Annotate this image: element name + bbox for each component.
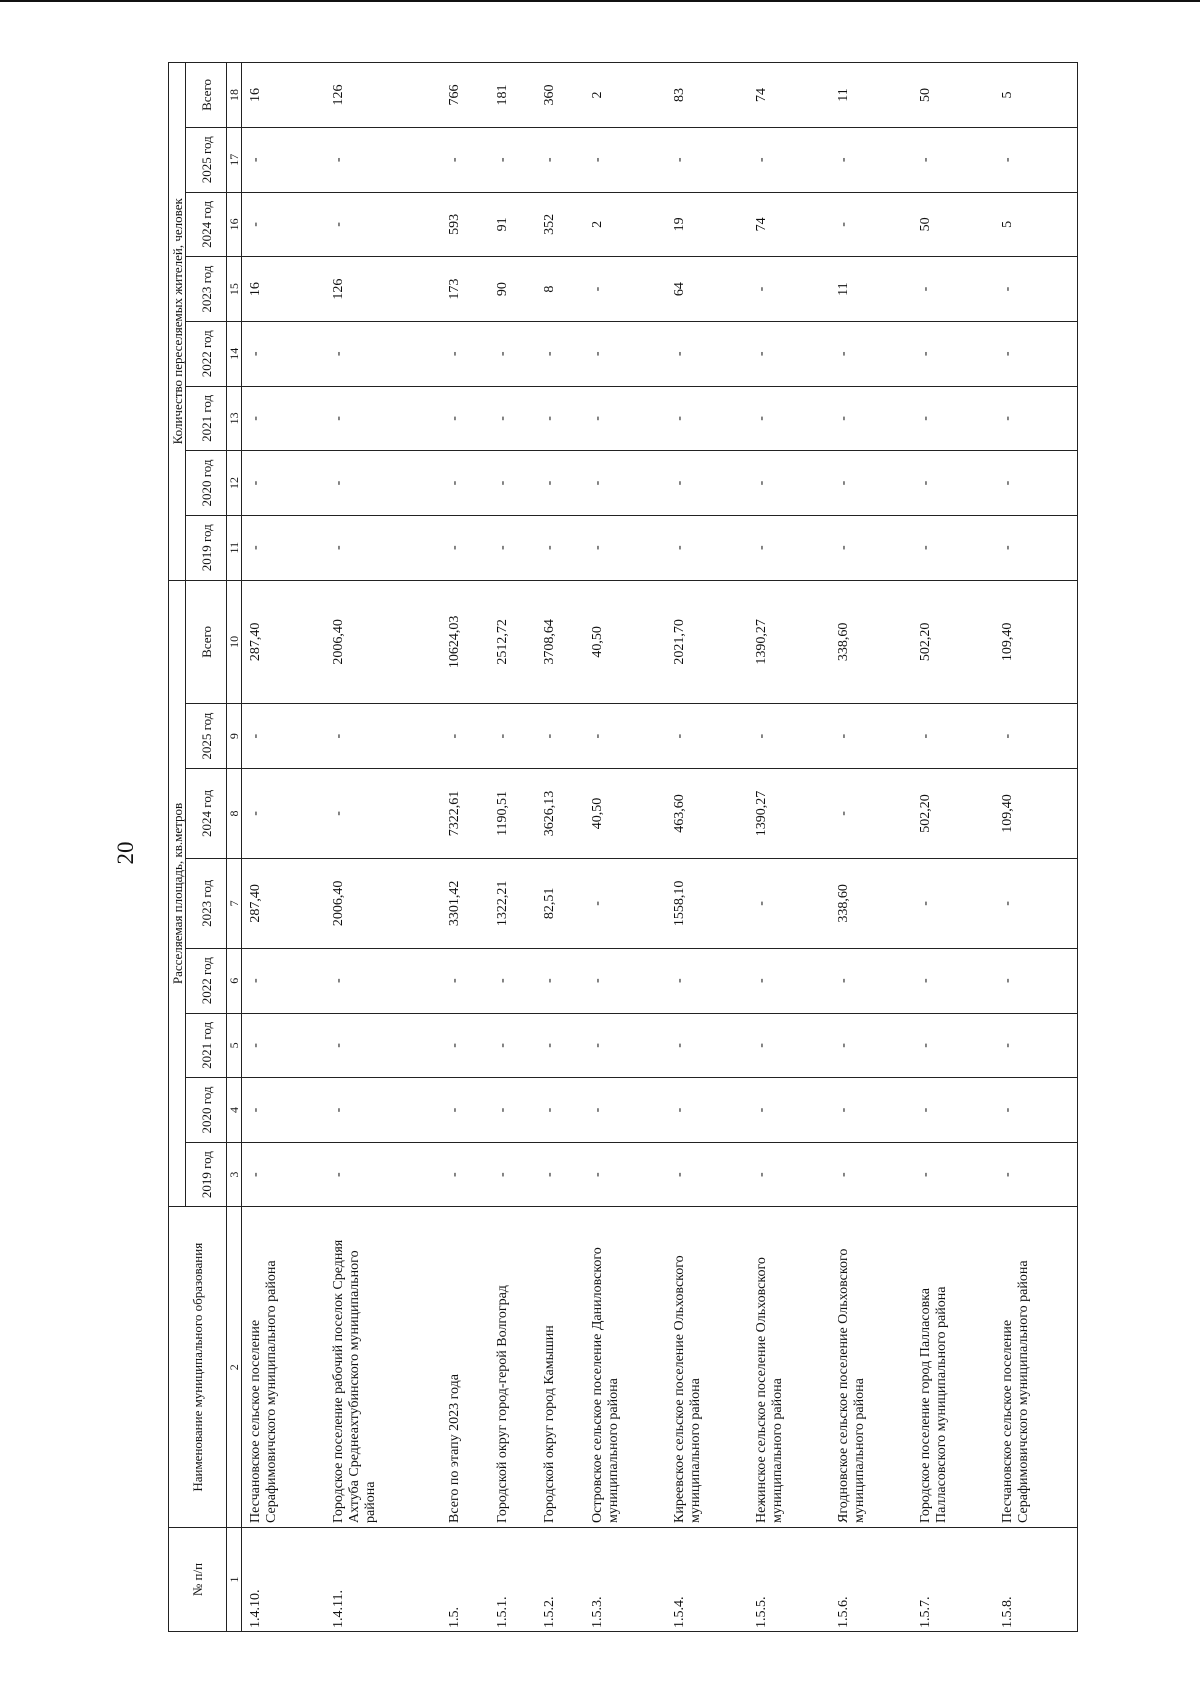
area-cell: 3626,13: [536, 768, 584, 858]
area-cell: -: [536, 948, 584, 1013]
area-cell: -: [666, 948, 748, 1013]
area-cell: 463,60: [666, 768, 748, 858]
area-cell: 2006,40: [325, 858, 442, 948]
area-cell: -: [748, 1142, 830, 1207]
municipality-name: Киреевское сельское поселение Ольховского муниципального района: [666, 1207, 748, 1528]
header-area-group: Расселяемая площадь, кв.метров: [169, 580, 186, 1207]
area-cell: -: [830, 1013, 912, 1078]
municipality-name: Городское поселение город Палласовка Палласовского муниципального района: [912, 1207, 994, 1528]
residents-cell: -: [242, 451, 325, 516]
area-cell: -: [441, 1013, 489, 1078]
column-number: 3: [227, 1142, 242, 1207]
residents-cell: 5: [994, 63, 1077, 128]
residents-cell: 360: [536, 63, 584, 128]
residents-cell: -: [666, 386, 748, 451]
residents-cell: -: [666, 127, 748, 192]
residents-cell: -: [830, 127, 912, 192]
column-number: 16: [227, 192, 242, 257]
residents-cell: -: [994, 127, 1077, 192]
area-cell: -: [441, 704, 489, 769]
header-residents-total: Всего: [186, 63, 227, 128]
area-cell: -: [242, 1142, 325, 1207]
residents-cell: -: [536, 515, 584, 580]
column-number: 9: [227, 704, 242, 769]
area-cell: -: [830, 948, 912, 1013]
column-number: 7: [227, 858, 242, 948]
residents-cell: 11: [830, 63, 912, 128]
column-number: 18: [227, 63, 242, 128]
residents-cell: -: [912, 321, 994, 386]
residents-cell: 126: [325, 257, 442, 322]
area-cell: 338,60: [830, 580, 912, 704]
area-cell: 2512,72: [489, 580, 537, 704]
header-name: Наименование муниципального образования: [169, 1207, 227, 1528]
residents-cell: 50: [912, 63, 994, 128]
row-number: 1.5.6.: [830, 1527, 912, 1631]
header-area-year-5: 2024 год: [186, 768, 227, 858]
area-cell: -: [536, 1013, 584, 1078]
residents-cell: 91: [489, 192, 537, 257]
residents-cell: 352: [536, 192, 584, 257]
resettlement-table: [168, 62, 1078, 1632]
residents-cell: -: [994, 257, 1077, 322]
column-number: 14: [227, 321, 242, 386]
column-number: 2: [227, 1207, 242, 1528]
area-cell: 3708,64: [536, 580, 584, 704]
area-cell: -: [536, 1078, 584, 1143]
column-number: 5: [227, 1013, 242, 1078]
row-number: 1.5.5.: [748, 1527, 830, 1631]
header-residents-year-2: 2021 год: [186, 386, 227, 451]
area-cell: 338,60: [830, 858, 912, 948]
residents-cell: 126: [325, 63, 442, 128]
area-cell: -: [748, 1078, 830, 1143]
header-residents-year-3: 2022 год: [186, 321, 227, 386]
residents-cell: 11: [830, 257, 912, 322]
area-cell: -: [325, 1142, 442, 1207]
area-cell: 82,51: [536, 858, 584, 948]
residents-cell: 16: [242, 63, 325, 128]
row-number: 1.4.11.: [325, 1527, 442, 1631]
scan-top-edge: [0, 0, 1200, 2]
residents-cell: -: [748, 451, 830, 516]
municipality-name: Городской округ город Камышин: [536, 1207, 584, 1528]
residents-cell: -: [912, 257, 994, 322]
area-cell: -: [325, 768, 442, 858]
residents-cell: 64: [666, 257, 748, 322]
residents-cell: -: [325, 515, 442, 580]
area-cell: -: [830, 1142, 912, 1207]
area-cell: -: [666, 1013, 748, 1078]
residents-cell: -: [584, 451, 666, 516]
column-number: 4: [227, 1078, 242, 1143]
table-row: [666, 63, 748, 1632]
residents-cell: 2: [584, 63, 666, 128]
column-number: 17: [227, 127, 242, 192]
residents-cell: -: [242, 386, 325, 451]
table-row: [242, 63, 325, 1632]
residents-cell: -: [536, 386, 584, 451]
area-cell: 502,20: [912, 768, 994, 858]
table-row: [912, 63, 994, 1632]
area-cell: 502,20: [912, 580, 994, 704]
area-cell: 40,50: [584, 768, 666, 858]
residents-cell: 50: [912, 192, 994, 257]
municipality-name: Ягодновское сельское поселение Ольховского муниципального района: [830, 1207, 912, 1528]
residents-cell: -: [584, 386, 666, 451]
area-cell: 2006,40: [325, 580, 442, 704]
header-area-year-4: 2023 год: [186, 858, 227, 948]
area-cell: -: [242, 768, 325, 858]
area-cell: -: [912, 1013, 994, 1078]
municipality-name: Всего по этапу 2023 года: [441, 1207, 489, 1528]
area-cell: 7322,61: [441, 768, 489, 858]
area-cell: -: [584, 948, 666, 1013]
table-row: [489, 63, 537, 1632]
area-cell: -: [912, 858, 994, 948]
row-number: 1.5.: [441, 1527, 489, 1631]
table-body: [242, 63, 1078, 1632]
municipality-name: Городское поселение рабочий поселок Средняя Ахтуба Среднеахтубинского муниципального района: [325, 1207, 442, 1528]
area-cell: -: [830, 768, 912, 858]
column-number: 10: [227, 580, 242, 704]
header-residents-year-5: 2024 год: [186, 192, 227, 257]
area-cell: 1390,27: [748, 580, 830, 704]
residents-cell: -: [242, 127, 325, 192]
residents-cell: 5: [994, 192, 1077, 257]
area-cell: -: [994, 858, 1077, 948]
area-cell: -: [489, 1078, 537, 1143]
residents-cell: -: [666, 321, 748, 386]
residents-cell: -: [912, 127, 994, 192]
residents-cell: -: [994, 515, 1077, 580]
residents-cell: -: [242, 192, 325, 257]
residents-cell: 8: [536, 257, 584, 322]
residents-cell: -: [441, 127, 489, 192]
residents-cell: -: [830, 451, 912, 516]
area-cell: -: [994, 704, 1077, 769]
column-number: 8: [227, 768, 242, 858]
area-cell: -: [830, 1078, 912, 1143]
header-residents-year-1: 2020 год: [186, 451, 227, 516]
table-header: [169, 63, 242, 1632]
residents-cell: -: [489, 321, 537, 386]
area-cell: -: [489, 704, 537, 769]
municipality-name: Песчановское сельское поселение Серафимовичского муниципального района: [242, 1207, 325, 1528]
area-cell: -: [666, 704, 748, 769]
municipality-name: Городской округ город-герой Волгоград: [489, 1207, 537, 1528]
residents-cell: -: [441, 451, 489, 516]
area-cell: 2021,70: [666, 580, 748, 704]
residents-cell: -: [994, 321, 1077, 386]
header-area-year-1: 2020 год: [186, 1078, 227, 1143]
area-cell: 1190,51: [489, 768, 537, 858]
table-row: [536, 63, 584, 1632]
residents-cell: -: [325, 451, 442, 516]
residents-cell: -: [830, 386, 912, 451]
residents-cell: 83: [666, 63, 748, 128]
header-area-total: Всего: [186, 580, 227, 704]
header-column-numbers-row: [227, 63, 242, 1632]
residents-cell: -: [325, 192, 442, 257]
header-area-year-6: 2025 год: [186, 704, 227, 769]
column-number: 6: [227, 948, 242, 1013]
area-cell: -: [666, 1142, 748, 1207]
header-residents-year-0: 2019 год: [186, 515, 227, 580]
area-cell: -: [666, 1078, 748, 1143]
residents-cell: -: [536, 451, 584, 516]
area-cell: -: [584, 1142, 666, 1207]
area-cell: 40,50: [584, 580, 666, 704]
area-cell: -: [912, 1142, 994, 1207]
table-row: [748, 63, 830, 1632]
residents-cell: -: [666, 515, 748, 580]
residents-cell: -: [584, 127, 666, 192]
residents-cell: -: [748, 321, 830, 386]
residents-cell: -: [489, 451, 537, 516]
row-number: 1.5.2.: [536, 1527, 584, 1631]
residents-cell: -: [325, 321, 442, 386]
area-cell: -: [489, 1013, 537, 1078]
area-cell: -: [325, 1078, 442, 1143]
table-row: [325, 63, 442, 1632]
table-row: [584, 63, 666, 1632]
residents-cell: 16: [242, 257, 325, 322]
area-cell: 287,40: [242, 580, 325, 704]
area-cell: -: [748, 948, 830, 1013]
column-number: 13: [227, 386, 242, 451]
area-cell: 1558,10: [666, 858, 748, 948]
row-number: 1.5.3.: [584, 1527, 666, 1631]
residents-cell: -: [489, 515, 537, 580]
header-area-year-3: 2022 год: [186, 948, 227, 1013]
residents-cell: 173: [441, 257, 489, 322]
residents-cell: -: [748, 257, 830, 322]
area-cell: -: [242, 1013, 325, 1078]
header-area-year-2: 2021 год: [186, 1013, 227, 1078]
residents-cell: -: [242, 321, 325, 386]
rotated-table-container: [168, 62, 1078, 1632]
residents-cell: -: [912, 451, 994, 516]
residents-cell: -: [994, 451, 1077, 516]
area-cell: 109,40: [994, 768, 1077, 858]
residents-cell: -: [830, 192, 912, 257]
area-cell: -: [584, 704, 666, 769]
table-row: [994, 63, 1077, 1632]
row-number: 1.5.1.: [489, 1527, 537, 1631]
residents-cell: 90: [489, 257, 537, 322]
header-residents-year-4: 2023 год: [186, 257, 227, 322]
residents-cell: 766: [441, 63, 489, 128]
area-cell: -: [489, 1142, 537, 1207]
area-cell: -: [242, 704, 325, 769]
municipality-name: Нежинское сельское поселение Ольховского муниципального района: [748, 1207, 830, 1528]
area-cell: 10624,03: [441, 580, 489, 704]
area-cell: -: [994, 1013, 1077, 1078]
row-number: 1.5.8.: [994, 1527, 1077, 1631]
residents-cell: 19: [666, 192, 748, 257]
header-residents-group: Количество переселяемых жителей, человек: [169, 63, 186, 581]
area-cell: -: [441, 1142, 489, 1207]
municipality-name: Островское сельское поселение Даниловского муниципального района: [584, 1207, 666, 1528]
area-cell: -: [830, 704, 912, 769]
residents-cell: 74: [748, 63, 830, 128]
column-number: 15: [227, 257, 242, 322]
page-number-text: 20: [113, 841, 138, 865]
residents-cell: -: [584, 321, 666, 386]
area-cell: -: [441, 1078, 489, 1143]
residents-cell: -: [584, 257, 666, 322]
row-number: 1.4.10.: [242, 1527, 325, 1631]
residents-cell: -: [584, 515, 666, 580]
header-area-year-0: 2019 год: [186, 1142, 227, 1207]
area-cell: -: [584, 1013, 666, 1078]
table-row: [441, 63, 489, 1632]
residents-cell: -: [325, 386, 442, 451]
area-cell: -: [325, 948, 442, 1013]
residents-cell: -: [489, 386, 537, 451]
area-cell: -: [748, 858, 830, 948]
residents-cell: -: [489, 127, 537, 192]
area-cell: -: [325, 1013, 442, 1078]
area-cell: -: [912, 1078, 994, 1143]
header-num: № п/п: [169, 1527, 227, 1631]
residents-cell: -: [912, 386, 994, 451]
area-cell: -: [912, 948, 994, 1013]
area-cell: -: [441, 948, 489, 1013]
residents-cell: -: [748, 386, 830, 451]
area-cell: -: [242, 1078, 325, 1143]
residents-cell: -: [994, 386, 1077, 451]
area-cell: -: [994, 948, 1077, 1013]
row-number: 1.5.4.: [666, 1527, 748, 1631]
residents-cell: 593: [441, 192, 489, 257]
area-cell: -: [584, 1078, 666, 1143]
area-cell: 3301,42: [441, 858, 489, 948]
header-residents-year-6: 2025 год: [186, 127, 227, 192]
residents-cell: 2: [584, 192, 666, 257]
area-cell: 287,40: [242, 858, 325, 948]
column-number: 11: [227, 515, 242, 580]
area-cell: -: [242, 948, 325, 1013]
residents-cell: -: [748, 127, 830, 192]
residents-cell: -: [242, 515, 325, 580]
residents-cell: 74: [748, 192, 830, 257]
row-number: 1.5.7.: [912, 1527, 994, 1631]
residents-cell: -: [536, 321, 584, 386]
area-cell: 109,40: [994, 580, 1077, 704]
residents-cell: 181: [489, 63, 537, 128]
residents-cell: -: [441, 386, 489, 451]
residents-cell: -: [830, 321, 912, 386]
area-cell: -: [325, 704, 442, 769]
area-cell: 1322,21: [489, 858, 537, 948]
area-cell: -: [748, 1013, 830, 1078]
area-cell: -: [489, 948, 537, 1013]
area-cell: -: [748, 704, 830, 769]
area-cell: -: [584, 858, 666, 948]
residents-cell: -: [441, 321, 489, 386]
table-row: [830, 63, 912, 1632]
area-cell: 1390,27: [748, 768, 830, 858]
area-cell: -: [994, 1142, 1077, 1207]
area-cell: -: [536, 1142, 584, 1207]
residents-cell: -: [666, 451, 748, 516]
column-number: 1: [227, 1527, 242, 1631]
column-number: 12: [227, 451, 242, 516]
residents-cell: -: [536, 127, 584, 192]
area-cell: -: [994, 1078, 1077, 1143]
residents-cell: -: [325, 127, 442, 192]
residents-cell: -: [748, 515, 830, 580]
residents-cell: -: [912, 515, 994, 580]
residents-cell: -: [830, 515, 912, 580]
residents-cell: -: [441, 515, 489, 580]
municipality-name: Песчановское сельское поселение Серафимовичского муниципального района: [994, 1207, 1077, 1528]
area-cell: -: [536, 704, 584, 769]
area-cell: -: [912, 704, 994, 769]
